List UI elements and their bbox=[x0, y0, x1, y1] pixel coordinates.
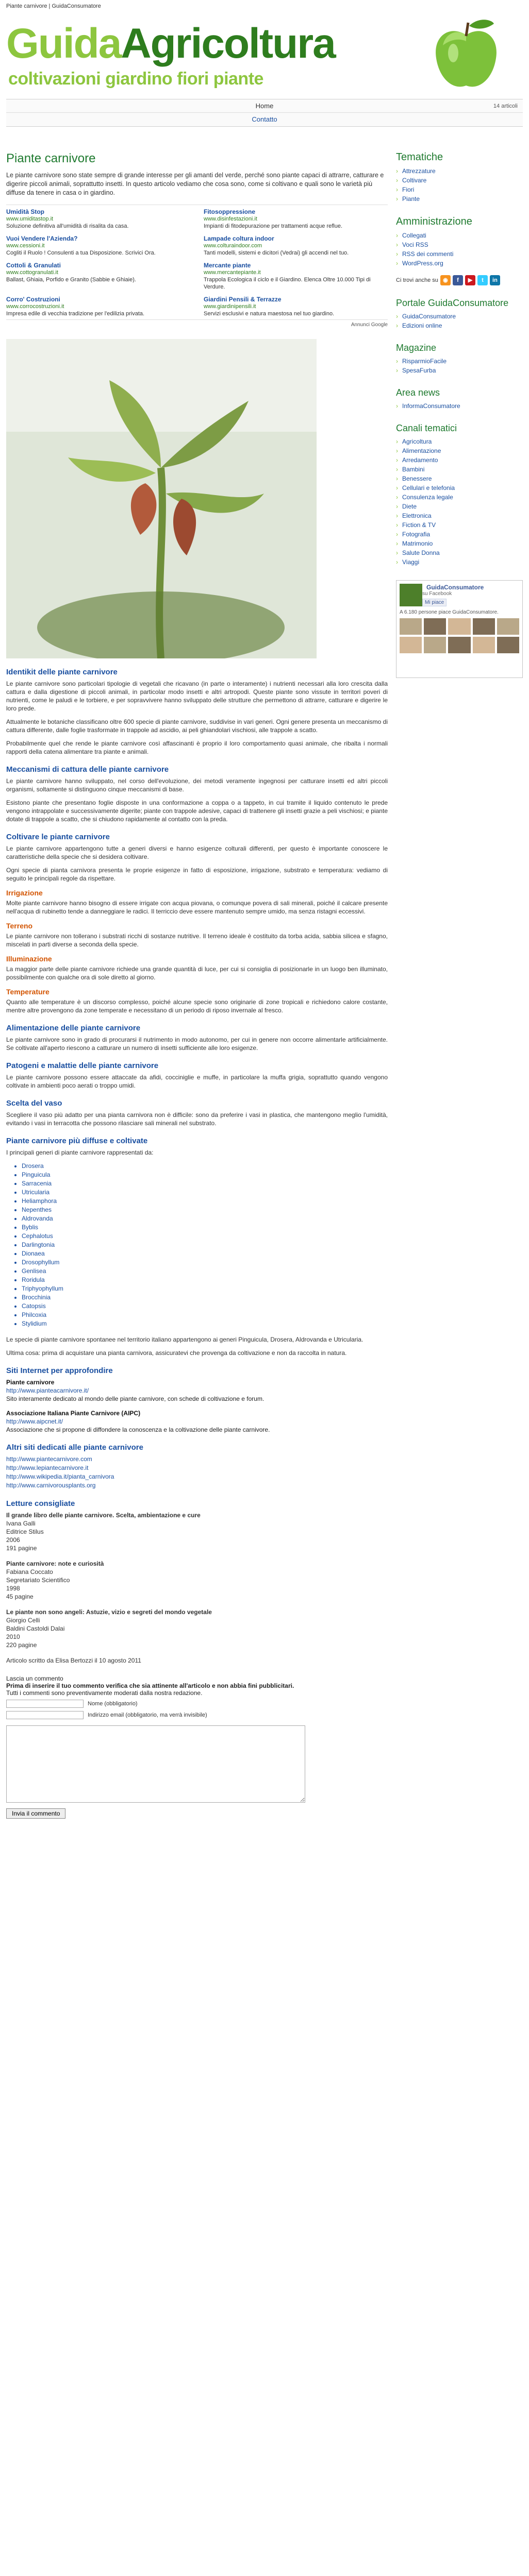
site-logo[interactable] bbox=[6, 20, 335, 67]
youtube-icon[interactable]: ▶ bbox=[465, 275, 475, 285]
sidebar-link[interactable]: › Fiori bbox=[396, 185, 523, 194]
resource-desc: Sito interamente dedicato al mondo delle piante carnivore, con schede di coltivazione e forum. bbox=[6, 1395, 264, 1402]
book-publisher: Editrice Stilus bbox=[6, 1528, 44, 1535]
section-heading: Identikit delle piante carnivore bbox=[6, 668, 118, 676]
resource-desc: Associazione che si propone di diffondere la conoscenza e la coltivazione delle piante carnivore. bbox=[6, 1426, 270, 1433]
ad-text: Tanti modelli, sistemi e dicitori (Vedrai) gli accendi nel tuo. bbox=[204, 250, 349, 256]
book-pages: 191 pagine bbox=[6, 1545, 37, 1552]
sidebar-link[interactable]: › Diete bbox=[396, 502, 523, 511]
facebook-widget bbox=[396, 580, 523, 678]
sidebar-link[interactable]: › Benessere bbox=[396, 474, 523, 483]
resource-block bbox=[6, 1378, 388, 1403]
pitcher-plant-photo bbox=[6, 339, 317, 658]
resource-link[interactable]: http://www.aipcnet.it/ bbox=[6, 1418, 63, 1425]
genera-intro: I principali generi di piante carnivore rappresentati da: bbox=[6, 1149, 154, 1156]
avatar[interactable] bbox=[424, 618, 446, 635]
section-heading: Meccanismi di cattura delle piante carnivore bbox=[6, 765, 169, 774]
genus-item[interactable]: • Cephalotus bbox=[22, 1232, 388, 1241]
channels-heading: Canali tematici bbox=[396, 423, 457, 433]
sidebar-link[interactable]: › Agricoltura bbox=[396, 437, 523, 446]
sidebar-link[interactable]: › Voci RSS bbox=[396, 240, 523, 249]
facebook-icon[interactable]: f bbox=[453, 275, 463, 285]
sidebar-link[interactable]: › Arredamento bbox=[396, 455, 523, 465]
genera-outro2: Ultima cosa: prima di acquistare una pianta carnivora, assicuratevi che provenga da coltivazione e non da raccolta in natura. bbox=[6, 1349, 347, 1357]
sidebar-link[interactable]: › GuidaConsumatore bbox=[396, 312, 523, 321]
avatar[interactable] bbox=[400, 618, 422, 635]
ad-text: Servizi esclusivi e natura maestosa nel tuo giardino. bbox=[204, 311, 335, 317]
book-title: Le piante non sono angeli: Astuzie, vizio e segreti del mondo vegetale bbox=[6, 1608, 212, 1616]
send-comment-button[interactable]: Invia il commento bbox=[6, 1808, 65, 1819]
book-entry bbox=[6, 1560, 388, 1601]
ad-item[interactable] bbox=[204, 235, 388, 257]
ad-url[interactable]: www.giardinipensili.it bbox=[204, 303, 256, 310]
subsection-heading: Terreno bbox=[6, 922, 33, 930]
ad-url[interactable]: www.umiditastop.it bbox=[6, 216, 54, 222]
book-title: Il grande libro delle piante carnivore. Scelta, ambientazione e cure bbox=[6, 1512, 201, 1519]
sidebar-link[interactable]: › Fotografia bbox=[396, 530, 523, 539]
subsection-heading: Irrigazione bbox=[6, 889, 43, 897]
books-heading: Letture consigliate bbox=[6, 1499, 75, 1508]
rss-icon[interactable]: ◉ bbox=[440, 275, 451, 285]
ad-title[interactable]: Cottoli & Granulati bbox=[6, 262, 61, 269]
article-count: 14 articoli bbox=[493, 103, 518, 109]
book-entry bbox=[6, 1608, 388, 1649]
sidebar-link[interactable]: › Attrezzature bbox=[396, 166, 523, 176]
sidebar bbox=[396, 139, 523, 678]
sidebar-link[interactable]: › RSS dei commenti bbox=[396, 249, 523, 259]
ad-text: Ballast, Ghiaia, Porfido e Granito (Sabbie e Ghiaie). bbox=[6, 277, 136, 283]
green-apple-icon bbox=[430, 14, 502, 92]
name-field[interactable] bbox=[6, 1700, 84, 1708]
ad-url[interactable]: www.corrocostruzioni.it bbox=[6, 303, 64, 310]
ad-item[interactable] bbox=[204, 296, 388, 317]
page-title: Piante carnivore bbox=[6, 151, 96, 165]
ad-title[interactable]: Mercante piante bbox=[204, 262, 251, 269]
ads-footer[interactable]: Annunci Google bbox=[351, 322, 388, 328]
book-pages: 45 pagine bbox=[6, 1593, 34, 1600]
avatar[interactable] bbox=[473, 637, 495, 653]
section-paragraph: Attualmente le botaniche classificano oltre 600 specie di piante carnivore, suddivise in vari generi. Ogni genere presenta un meccanismo di cattura differente, dalle foglie trasformate in trappole ad ascidio, ai peli ghiandolari vischiosi, alle trappole a scatto. bbox=[6, 718, 388, 734]
facebook-faces bbox=[396, 615, 522, 656]
sidebar-link[interactable]: › Coltivare bbox=[396, 176, 523, 185]
genus-item[interactable]: • Aldrovanda bbox=[22, 1214, 388, 1223]
genus-item[interactable]: • Triphyophyllum bbox=[22, 1284, 388, 1293]
facebook-page-name[interactable]: GuidaConsumatore bbox=[426, 584, 484, 591]
logo-part1: Guida bbox=[6, 20, 121, 67]
other-sites-list bbox=[6, 1455, 388, 1490]
nav-home-link[interactable]: Home bbox=[255, 102, 274, 110]
main-content bbox=[6, 139, 388, 1819]
byline: Articolo scritto da Elisa Bertozzi il 10 agosto 2011 bbox=[6, 1657, 141, 1664]
avatar[interactable] bbox=[400, 637, 422, 653]
ad-text: Soluzione definitiva all'umidità di risalita da casa. bbox=[6, 223, 129, 229]
portal-heading: Portale GuidaConsumatore bbox=[396, 298, 509, 308]
sidebar-link[interactable]: › Consulenza legale bbox=[396, 493, 523, 502]
main-nav bbox=[6, 99, 523, 127]
email-label: Indirizzo email (obbligatorio, ma verrà invisibile) bbox=[88, 1712, 207, 1718]
magazine-list bbox=[396, 357, 523, 375]
subsection-paragraph: Molte piante carnivore hanno bisogno di essere irrigate con acqua piovana, o comunque povera di sali minerali, poiché il calcare presente nell'acqua di rubinetto tende a danneggiare le radici. Il terriccio deve essere mantenuto sempre umido, ma senza ristagni eccessivi. bbox=[6, 900, 388, 915]
sidebar-link[interactable]: › Cellulari e telefonia bbox=[396, 483, 523, 493]
subsection-paragraph: Quanto alle temperature è un discorso complesso, poiché alcune specie sono originarie di zone tropicali e richiedono calore costante, mentre altre provengono da zone temperate e necessitano di un periodo di riposo invernale al fresco. bbox=[6, 998, 388, 1014]
ad-item[interactable] bbox=[6, 296, 190, 317]
social-label: Ci trovi anche su bbox=[396, 277, 438, 283]
genus-item[interactable]: • Roridula bbox=[22, 1276, 388, 1284]
genera-outro: Le specie di piante carnivore spontanee nel territorio italiano appartengono ai generi Pinguicula, Drosera, Aldrovanda e Utricularia. bbox=[6, 1336, 363, 1343]
ad-url[interactable]: www.cessioni.it bbox=[6, 243, 45, 249]
sidebar-link[interactable]: › Piante bbox=[396, 194, 523, 204]
resource-name: Associazione Italiana Piante Carnivore (AIPC) bbox=[6, 1410, 141, 1417]
genus-item[interactable]: • Genlisea bbox=[22, 1267, 388, 1276]
sidebar-link[interactable]: › Viaggi bbox=[396, 557, 523, 567]
subsection-paragraph: La maggior parte delle piante carnivore richiede una grande quantità di luce, per cui si consiglia di posizionarle in un luogo ben illuminato, possibilmente con qualche ora di sole diretto al giorno. bbox=[6, 965, 388, 981]
sidebar-link[interactable]: › Salute Donna bbox=[396, 548, 523, 557]
section-paragraph: Scegliere il vaso più adatto per una pianta carnivora non è difficile: sono da preferire i vasi in plastica, che mantengono meglio l'umidità, evitando i vasi in terracotta che possono rilasciare sali minerali nel substrato. bbox=[6, 1111, 388, 1127]
section-paragraph: Esistono piante che presentano foglie disposte in una conformazione a coppa o a tappeto, in cui tramite il liquido contenuto le prede vengono intrappolate e successivamente digerite; piante con trappole adesive, capaci di trattenere gli insetti grazie a peli vischiosi; e piante dotate di trappole a scatto, che si chiudono rapidamente al contatto con la preda. bbox=[6, 799, 388, 823]
sidebar-link[interactable]: › SpesaFurba bbox=[396, 366, 523, 375]
genus-item[interactable]: • Drosophyllum bbox=[22, 1258, 388, 1267]
sidebar-link[interactable]: › Edizioni online bbox=[396, 321, 523, 330]
ad-text: Impianti di fitodepurazione per trattamenti acque reflue. bbox=[204, 223, 343, 229]
ad-text: Impresa edile di vecchia tradizione per l'edilizia privata. bbox=[6, 311, 145, 317]
linkedin-icon[interactable]: in bbox=[490, 275, 500, 285]
area-news-list bbox=[396, 401, 523, 411]
comment-textarea[interactable] bbox=[6, 1725, 305, 1803]
book-year: 2006 bbox=[6, 1536, 20, 1544]
name-label: Nome (obbligatorio) bbox=[88, 1701, 138, 1707]
other-site-link[interactable]: http://www.carnivorousplants.org bbox=[6, 1482, 96, 1489]
genus-item[interactable]: • Brocchinia bbox=[22, 1293, 388, 1302]
sidebar-link[interactable]: › RisparmioFacile bbox=[396, 357, 523, 366]
ad-title[interactable]: Lampade coltura indoor bbox=[204, 235, 274, 242]
ad-title[interactable]: Corro' Costruzioni bbox=[6, 296, 60, 303]
genus-item[interactable]: • Stylidium bbox=[22, 1319, 388, 1328]
resource-name: Piante carnivore bbox=[6, 1379, 55, 1386]
sidebar-link[interactable]: › Elettronica bbox=[396, 511, 523, 520]
sidebar-link[interactable]: › Collegati bbox=[396, 231, 523, 240]
admin-list bbox=[396, 231, 523, 268]
genus-item[interactable]: • Catopsis bbox=[22, 1302, 388, 1311]
sidebar-link[interactable]: › InformaConsumatore bbox=[396, 401, 523, 411]
ad-item[interactable] bbox=[204, 262, 388, 291]
ad-url[interactable]: www.mercantepiante.it bbox=[204, 269, 261, 276]
intro-text: Le piante carnivore sono state sempre di grande interesse per gli amanti del verde, perché sono piante capaci di attrarre, catturare e digerire piccoli animali, soprattutto insetti. In questo articolo vediamo che cosa sono, come si coltivano e quali sono le varietà più diffuse da tenere in casa o in giardino. bbox=[6, 172, 384, 196]
book-pages: 220 pagine bbox=[6, 1641, 37, 1649]
ad-item[interactable] bbox=[6, 262, 190, 291]
facebook-page-logo[interactable] bbox=[400, 584, 422, 606]
ad-url[interactable]: www.disinfestazioni.it bbox=[204, 216, 257, 222]
ad-title[interactable]: Fitosoppressione bbox=[204, 208, 256, 215]
section-heading: Alimentazione delle piante carnivore bbox=[6, 1024, 141, 1032]
google-ads-block bbox=[6, 205, 388, 320]
facebook-sub: su Facebook bbox=[422, 591, 452, 597]
logo-part2: Agricoltura bbox=[121, 20, 335, 67]
sidebar-link[interactable]: › WordPress.org bbox=[396, 259, 523, 268]
genus-item[interactable]: • Darlingtonia bbox=[22, 1241, 388, 1249]
internet-heading: Siti Internet per approfondire bbox=[6, 1366, 113, 1375]
book-entry bbox=[6, 1511, 388, 1552]
genus-item[interactable]: • Dionaea bbox=[22, 1249, 388, 1258]
genus-item[interactable]: • Drosera bbox=[22, 1162, 388, 1171]
genus-item[interactable]: • Pinguicula bbox=[22, 1171, 388, 1179]
sidebar-link[interactable]: › Fiction & TV bbox=[396, 520, 523, 530]
social-row bbox=[396, 275, 523, 285]
other-site-link[interactable]: http://www.piantecarnivore.com bbox=[6, 1455, 92, 1463]
book-title: Piante carnivore: note e curiosità bbox=[6, 1560, 104, 1567]
section-paragraph: Le piante carnivore appartengono tutte a generi diversi e hanno esigenze colturali differenti, per questo è importante conoscere le caratteristiche della specie che si desidera coltivare. bbox=[6, 845, 388, 860]
genera-list bbox=[22, 1162, 388, 1328]
facebook-like-count: A 6.180 persone piace GuidaConsumatore. bbox=[400, 609, 499, 615]
section-heading: Coltivare le piante carnivore bbox=[6, 833, 110, 841]
area-news-heading: Area news bbox=[396, 387, 440, 398]
avatar[interactable] bbox=[497, 618, 519, 635]
ad-text: Trappola Ecologica il ciclo e il Giardino. Elenca Oltre 10.000 Tipi di Verdure. bbox=[204, 277, 371, 290]
genus-item[interactable]: • Heliamphora bbox=[22, 1197, 388, 1206]
ad-title[interactable]: Vuoi Vendere l'Azienda? bbox=[6, 235, 78, 242]
book-author: Ivana Galli bbox=[6, 1520, 36, 1527]
sidebar-link[interactable]: › Alimentazione bbox=[396, 446, 523, 455]
ad-url[interactable]: www.cottogranulati.it bbox=[6, 269, 58, 276]
ad-text: Cogliti il Ruolo ! Consulenti a tua Disposizione. Scrivici Ora. bbox=[6, 250, 156, 256]
book-year: 1998 bbox=[6, 1585, 20, 1592]
section-paragraph: Le piante carnivore sono in grado di procurarsi il nutrimento in modo autonomo, per cui in genere non occorre alimentarle artificialmente. Se coltivate all'aperto riescono a catturare un numero di insetti sufficiente alle loro esigenze. bbox=[6, 1036, 388, 1052]
section-heading: Scelta del vaso bbox=[6, 1099, 62, 1108]
portal-list bbox=[396, 312, 523, 330]
sidebar-link[interactable]: › Matrimonio bbox=[396, 539, 523, 548]
sidebar-link[interactable]: › Bambini bbox=[396, 465, 523, 474]
genus-item[interactable]: • Nepenthes bbox=[22, 1206, 388, 1214]
section-paragraph: Probabilmente quel che rende le piante carnivore così affascinanti è proprio il loro comportamento quasi animale, che ribalta i normali rapporti della catena alimentare tra piante e animali. bbox=[6, 740, 388, 755]
nav-contact-link[interactable]: Contatto bbox=[252, 115, 277, 123]
subsection-heading: Temperature bbox=[6, 988, 49, 996]
genus-item[interactable]: • Byblis bbox=[22, 1223, 388, 1232]
site-header bbox=[6, 12, 523, 95]
facebook-like-button[interactable]: Mi piace bbox=[422, 599, 447, 606]
avatar[interactable] bbox=[424, 637, 446, 653]
section-paragraph: Le piante carnivore hanno sviluppato, nel corso dell'evoluzione, dei metodi veramente ingegnosi per catturare insetti ed altri piccoli organismi, soltamente si distinguono cinque meccanismi di base. bbox=[6, 777, 388, 793]
book-author: Fabiana Coccato bbox=[6, 1568, 53, 1575]
book-year: 2010 bbox=[6, 1633, 20, 1640]
avatar[interactable] bbox=[473, 618, 495, 635]
ad-title[interactable]: Giardini Pensili & Terrazze bbox=[204, 296, 282, 303]
twitter-icon[interactable]: t bbox=[477, 275, 488, 285]
logo-subtitle: coltivazioni giardino fiori piante bbox=[8, 69, 263, 89]
comment-heading: Lascia un commento bbox=[6, 1675, 63, 1682]
magazine-heading: Magazine bbox=[396, 343, 437, 353]
book-publisher: Baldini Castoldi Dalai bbox=[6, 1625, 65, 1632]
ad-title[interactable]: Umidità Stop bbox=[6, 208, 44, 215]
book-publisher: Segretariato Scientifico bbox=[6, 1577, 70, 1584]
ad-item[interactable] bbox=[6, 235, 190, 257]
section-paragraph: Le piante carnivore sono particolari tipologie di vegetali che ricavano (in parte o interamente) i nutrienti necessari alla loro crescita dalla cattura e dalla digestione di piccoli animali, in particolar modo insetti e altri artropodi. Queste piante sono vissute in territori poveri di nutrienti, come le paludi e le torbiere, e per sopravvivere hanno sviluppato delle strutture che permettono di attrarre, catturare e digerire le loro prede. bbox=[6, 680, 388, 712]
genera-heading: Piante carnivore più diffuse e coltivate bbox=[6, 1137, 148, 1145]
genus-item[interactable]: • Sarracenia bbox=[22, 1179, 388, 1188]
section-heading: Patogeni e malattie delle piante carnivore bbox=[6, 1061, 159, 1070]
other-sites-heading: Altri siti dedicati alle piante carnivore bbox=[6, 1443, 143, 1452]
plant-illustration bbox=[6, 339, 317, 658]
top-breadcrumb: Piante carnivore | GuidaConsumatore bbox=[6, 3, 101, 9]
resource-block bbox=[6, 1409, 388, 1434]
genus-item[interactable]: • Utricularia bbox=[22, 1188, 388, 1197]
ad-url[interactable]: www.colturaindoor.com bbox=[204, 243, 262, 249]
avatar[interactable] bbox=[448, 618, 470, 635]
email-field[interactable] bbox=[6, 1711, 84, 1719]
other-site-link[interactable]: http://www.lepiantecarnivore.it bbox=[6, 1464, 89, 1471]
themes-list bbox=[396, 166, 523, 204]
avatar[interactable] bbox=[448, 637, 470, 653]
resource-link[interactable]: http://www.pianteacarnivore.it/ bbox=[6, 1387, 89, 1394]
ad-item[interactable] bbox=[204, 208, 388, 230]
subsection-paragraph: Le piante carnivore non tollerano i substrati ricchi di sostanze nutritive. Il terreno ideale è costituito da torba acida, sabbia silicea e sfagno, miscelati in parti diverse a seconda della specie. bbox=[6, 933, 388, 948]
channels-list bbox=[396, 437, 523, 567]
ad-item[interactable] bbox=[6, 208, 190, 230]
genus-item[interactable]: • Philcoxia bbox=[22, 1311, 388, 1319]
section-paragraph: Le piante carnivore possono essere attaccate da afidi, cocciniglie e muffe, in particolare la muffa grigia, soprattutto quando vengono coltivate in ambienti poco aerati o troppo umidi. bbox=[6, 1074, 388, 1089]
admin-heading: Amministrazione bbox=[396, 216, 472, 227]
subsection-heading: Illuminazione bbox=[6, 955, 52, 963]
comment-form bbox=[6, 1675, 388, 1819]
comment-warning-2: Tutti i commenti sono preventivamente moderati dalla nostra redazione. bbox=[6, 1689, 203, 1697]
book-author: Giorgio Celli bbox=[6, 1617, 40, 1624]
themes-heading: Tematiche bbox=[396, 151, 443, 163]
other-site-link[interactable]: http://www.wikipedia.it/pianta_carnivora bbox=[6, 1473, 114, 1480]
avatar[interactable] bbox=[497, 637, 519, 653]
comment-warning: Prima di inserire il tuo commento verifica che sia attinente all'articolo e non abbia fini pubblicitari. bbox=[6, 1682, 294, 1689]
section-paragraph: Ogni specie di pianta carnivora presenta le proprie esigenze in fatto di esposizione, irrigazione, substrato e temperatura: vediamo di seguito le principali regole da rispettare. bbox=[6, 867, 388, 882]
